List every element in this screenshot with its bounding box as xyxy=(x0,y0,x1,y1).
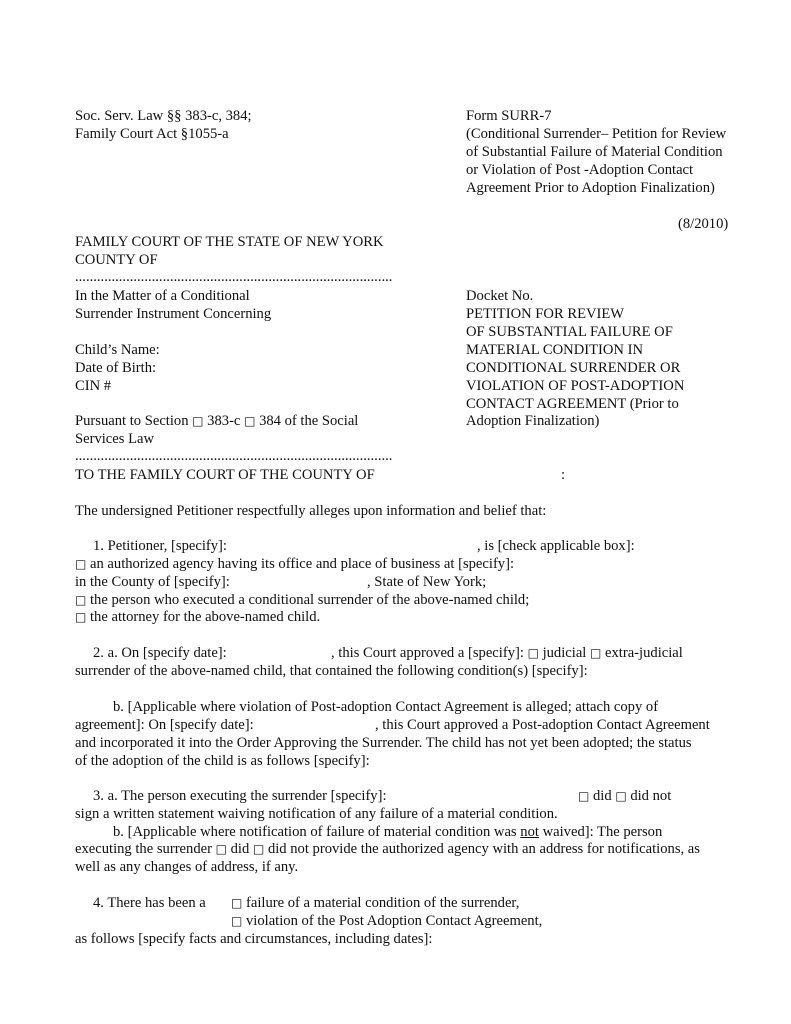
para4-intro: 4. There has been a xyxy=(93,895,206,911)
para2a-line2: surrender of the above-named child, that contained the following condition(s) [specify]: xyxy=(75,663,588,679)
petition-title-line: CONTACT AGREEMENT (Prior to xyxy=(466,396,679,412)
option-agency-label: an authorized agency having its office and place of business at [specify]: xyxy=(90,556,515,572)
option-provide-did-label: did xyxy=(230,841,250,857)
option-383c-label: 383-c xyxy=(207,413,241,429)
option-failure-label: failure of a material condition of the surrender, xyxy=(246,895,520,911)
form-description-line: or Violation of Post -Adoption Contact xyxy=(466,162,694,178)
para3b-line3: well as any changes of address, if any. xyxy=(75,859,299,875)
court-name: FAMILY COURT OF THE STATE OF NEW YORK xyxy=(75,234,384,250)
petition-title-line: MATERIAL CONDITION IN xyxy=(466,342,643,358)
para4-line3: as follows [specify facts and circumstances, including dates]: xyxy=(75,931,433,947)
para3b-line1 xyxy=(113,823,662,841)
checkbox-384[interactable]: □ xyxy=(244,414,256,428)
para3b-text: executing the surrender xyxy=(75,841,212,857)
checkbox-383c[interactable]: □ xyxy=(192,414,204,428)
dotted-divider: ....................................................................................... xyxy=(75,448,393,464)
checkbox-failure[interactable]: □ xyxy=(231,896,243,910)
checkbox-attorney[interactable]: □ xyxy=(75,610,87,624)
petition-title-line: PETITION FOR REVIEW xyxy=(466,306,625,322)
checkbox-provide-did[interactable]: □ xyxy=(215,842,227,856)
matter-line: In the Matter of a Conditional xyxy=(75,288,250,304)
para1-option-person xyxy=(75,591,529,609)
matter-line: Surrender Instrument Concerning xyxy=(75,306,272,322)
checkbox-judicial[interactable]: □ xyxy=(527,646,539,660)
para2b-line: b. [Applicable where violation of Post-adoption Contact Agreement is alleged; attach copy of xyxy=(113,699,659,715)
para3b-text: did not provide the authorized agency with an address for notifications, as xyxy=(267,841,700,857)
para1-state: , State of New York; xyxy=(367,574,487,590)
petition-title-line: Adoption Finalization) xyxy=(466,413,600,429)
option-attorney-label: the attorney for the above-named child. xyxy=(90,609,321,625)
form-description-line: of Substantial Failure of Material Condition xyxy=(466,144,723,160)
intro-paragraph: The undersigned Petitioner respectfully alleges upon information and belief that: xyxy=(75,503,547,519)
checkbox-provide-did-not[interactable]: □ xyxy=(252,842,265,856)
option-did-not-label: did not xyxy=(630,788,672,804)
option-384-label: 384 of the Social xyxy=(259,413,359,429)
form-description-line: (Conditional Surrender– Petition for Review xyxy=(466,126,727,142)
date-of-birth-label: Date of Birth: xyxy=(75,360,157,376)
cin-label: CIN # xyxy=(75,378,112,394)
form-number: Form SURR-7 xyxy=(466,108,552,124)
para2b-line: , this Court approved a Post-adoption Contact Agreement xyxy=(375,717,710,733)
option-did-label: did xyxy=(593,788,612,804)
to-court-colon: : xyxy=(561,467,566,483)
para3a-person: 3. a. The person executing the surrender [specify]: xyxy=(93,788,387,804)
checkbox-person[interactable]: □ xyxy=(75,593,87,607)
pursuant-line-2: Services Law xyxy=(75,431,155,447)
para1-check-instruction: , is [check applicable box]: xyxy=(477,538,635,554)
checkbox-extra-judicial[interactable]: □ xyxy=(590,646,602,660)
statute-citation: Soc. Serv. Law §§ 383-c, 384; xyxy=(75,108,252,124)
para3b-line2 xyxy=(75,840,700,858)
para2b-line: of the adoption of the child is as follows [specify]: xyxy=(75,753,370,769)
docket-label: Docket No. xyxy=(466,288,534,304)
petition-title-line: CONDITIONAL SURRENDER OR xyxy=(466,360,681,376)
para1-option-agency xyxy=(75,555,514,573)
statute-citation-2: Family Court Act §1055-a xyxy=(75,126,229,142)
checkbox-agency[interactable]: □ xyxy=(75,557,87,571)
dotted-divider: ....................................................................................... xyxy=(75,269,393,285)
option-extra-judicial-label: extra-judicial xyxy=(605,645,683,661)
para2b-line: and incorporated it into the Order Approving the Surrender. The child has not yet been adopted; the status xyxy=(75,735,692,751)
checkbox-did[interactable]: □ xyxy=(578,789,590,803)
para3b-text: waived]: The person xyxy=(542,824,663,840)
para2a-approval-text: , this Court approved a [specify]: xyxy=(331,645,524,661)
checkbox-did-not[interactable]: □ xyxy=(615,789,627,803)
para4-option-failure xyxy=(231,894,519,912)
para2a-date: 2. a. On [specify date]: xyxy=(93,645,227,661)
to-court-line: TO THE FAMILY COURT OF THE COUNTY OF xyxy=(75,467,375,483)
para1-option-attorney xyxy=(75,608,320,626)
option-violation-label: violation of the Post Adoption Contact Agreement, xyxy=(246,913,543,929)
checkbox-violation[interactable]: □ xyxy=(231,914,243,928)
revision-date: (8/2010) xyxy=(678,216,729,232)
para3a-options xyxy=(578,787,671,805)
para1-petitioner: 1. Petitioner, [specify]: xyxy=(93,538,227,554)
para4-option-violation xyxy=(231,912,542,930)
para1-county: in the County of [specify]: xyxy=(75,574,230,590)
petition-title-line: VIOLATION OF POST-ADOPTION xyxy=(466,378,685,394)
petition-title-line: OF SUBSTANTIAL FAILURE OF xyxy=(466,324,673,340)
pursuant-text: Pursuant to Section xyxy=(75,413,189,429)
form-description-line: Agreement Prior to Adoption Finalization) xyxy=(466,180,715,196)
option-person-label: the person who executed a conditional surrender of the above-named child; xyxy=(90,592,530,608)
court-county: COUNTY OF xyxy=(75,252,158,268)
para3b-text: b. [Applicable where notification of failure of material condition was xyxy=(113,824,517,840)
para2a-approval xyxy=(331,644,683,662)
para3b-not-underlined: not xyxy=(520,824,539,840)
pursuant-line xyxy=(75,412,358,430)
childs-name-label: Child’s Name: xyxy=(75,342,160,358)
para2b-line: agreement]: On [specify date]: xyxy=(75,717,254,733)
option-judicial-label: judicial xyxy=(542,645,587,661)
para3a-line2: sign a written statement waiving notification of any failure of a material condition. xyxy=(75,806,558,822)
